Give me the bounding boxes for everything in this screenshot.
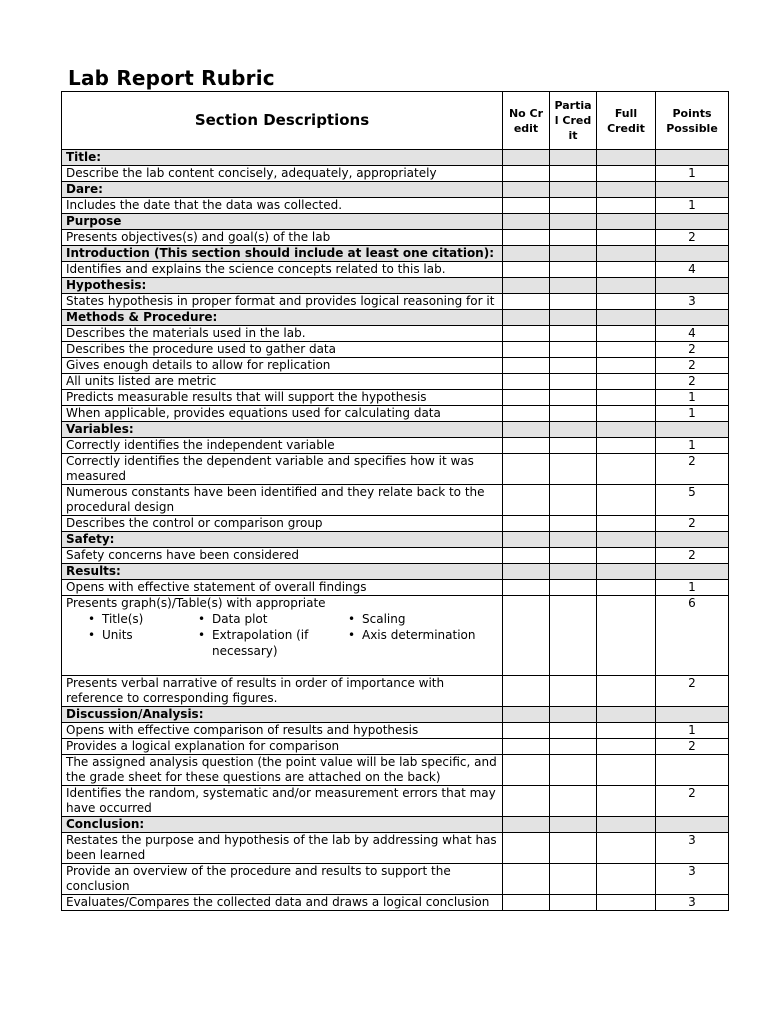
no-credit-cell (503, 864, 550, 895)
full-credit-cell (597, 548, 656, 564)
full-credit-cell (597, 895, 656, 911)
criteria-bullet-item: • Title(s) (88, 611, 198, 627)
no-credit-cell (503, 262, 550, 278)
criteria-description (62, 438, 503, 454)
criteria-row (62, 723, 729, 739)
partial-credit-cell (550, 580, 597, 596)
criteria-row (62, 580, 729, 596)
partial-credit-cell (550, 438, 597, 454)
criteria-text: Restates the purpose and hypothesis of the lab by addressing what has been learned (66, 833, 497, 862)
section-label (62, 422, 503, 438)
partial-credit-cell (550, 755, 597, 786)
no-credit-cell (503, 596, 550, 676)
criteria-bullet-item: • Data plot (198, 611, 348, 627)
header-partial-credit: Partial Credit (550, 92, 597, 150)
criteria-text: Provide an overview of the procedure and results to support the conclusion (66, 864, 451, 893)
partial-credit-cell (550, 294, 597, 310)
criteria-bullet-list (88, 611, 498, 659)
section-label (62, 182, 503, 198)
criteria-text: Provides a logical explanation for comparison (66, 739, 340, 753)
section-header-row (62, 150, 729, 166)
criteria-description (62, 516, 503, 532)
partial-credit-cell (550, 516, 597, 532)
partial-credit-cell (550, 406, 597, 422)
page-title: Lab Report Rubric (68, 66, 275, 90)
criteria-row (62, 326, 729, 342)
partial-credit-cell (550, 246, 597, 262)
full-credit-cell (597, 166, 656, 182)
partial-credit-cell (550, 278, 597, 294)
section-label (62, 707, 503, 723)
no-credit-cell (503, 294, 550, 310)
no-credit-cell (503, 786, 550, 817)
criteria-text: Includes the date that the data was collected. (66, 198, 343, 212)
no-credit-cell (503, 198, 550, 214)
partial-credit-cell (550, 548, 597, 564)
section-header-row (62, 246, 729, 262)
full-credit-cell (597, 755, 656, 786)
criteria-text: Presents verbal narrative of results in order of importance with reference to corresponding figures. (66, 676, 445, 705)
criteria-description (62, 326, 503, 342)
full-credit-cell (597, 150, 656, 166)
partial-credit-cell (550, 214, 597, 230)
criteria-row (62, 294, 729, 310)
partial-credit-cell (550, 817, 597, 833)
full-credit-cell (597, 310, 656, 326)
full-credit-cell (597, 438, 656, 454)
section-label (62, 278, 503, 294)
points-possible-cell: 2 (656, 454, 729, 485)
criteria-description (62, 786, 503, 817)
full-credit-cell (597, 516, 656, 532)
full-credit-cell (597, 390, 656, 406)
points-possible-cell (656, 182, 729, 198)
criteria-text: Identifies the random, systematic and/or measurement errors that may have occurred (66, 786, 496, 815)
criteria-row (62, 166, 729, 182)
no-credit-cell (503, 278, 550, 294)
criteria-row (62, 516, 729, 532)
points-possible-cell: 2 (656, 516, 729, 532)
points-possible-cell: 3 (656, 294, 729, 310)
criteria-text: States hypothesis in proper format and provides logical reasoning for it (66, 294, 495, 308)
section-label (62, 817, 503, 833)
criteria-text: Describes the materials used in the lab. (66, 326, 306, 340)
criteria-row (62, 833, 729, 864)
points-possible-cell (656, 755, 729, 786)
no-credit-cell (503, 438, 550, 454)
points-possible-cell: 1 (656, 406, 729, 422)
points-possible-cell: 2 (656, 230, 729, 246)
partial-credit-cell (550, 182, 597, 198)
full-credit-cell (597, 786, 656, 817)
section-header-row (62, 532, 729, 548)
full-credit-cell (597, 294, 656, 310)
no-credit-cell (503, 166, 550, 182)
criteria-description (62, 895, 503, 911)
header-points-possible: Points Possible (656, 92, 729, 150)
criteria-text: Correctly identifies the independent variable (66, 438, 335, 452)
no-credit-cell (503, 707, 550, 723)
criteria-text: Predicts measurable results that will support the hypothesis (66, 390, 427, 404)
points-possible-cell: 6 (656, 596, 729, 676)
points-possible-cell: 3 (656, 864, 729, 895)
no-credit-cell (503, 817, 550, 833)
full-credit-cell (597, 214, 656, 230)
criteria-row (62, 262, 729, 278)
full-credit-cell (597, 485, 656, 516)
partial-credit-cell (550, 310, 597, 326)
section-header-row (62, 817, 729, 833)
points-possible-cell: 3 (656, 833, 729, 864)
points-possible-cell: 4 (656, 326, 729, 342)
no-credit-cell (503, 150, 550, 166)
criteria-text: Presents graph(s)/Table(s) with appropriate (66, 596, 326, 610)
points-possible-cell (656, 310, 729, 326)
partial-credit-cell (550, 786, 597, 817)
section-label-text: Purpose (66, 214, 122, 228)
criteria-row (62, 864, 729, 895)
section-label (62, 564, 503, 580)
header-full-credit: Full Credit (597, 92, 656, 150)
partial-credit-cell (550, 198, 597, 214)
full-credit-cell (597, 739, 656, 755)
points-possible-cell: 1 (656, 580, 729, 596)
full-credit-cell (597, 422, 656, 438)
no-credit-cell (503, 374, 550, 390)
criteria-description (62, 198, 503, 214)
no-credit-cell (503, 516, 550, 532)
points-possible-cell: 5 (656, 485, 729, 516)
partial-credit-cell (550, 895, 597, 911)
no-credit-cell (503, 833, 550, 864)
points-possible-cell (656, 150, 729, 166)
no-credit-cell (503, 358, 550, 374)
full-credit-cell (597, 707, 656, 723)
section-header-row (62, 422, 729, 438)
partial-credit-cell (550, 596, 597, 676)
no-credit-cell (503, 390, 550, 406)
criteria-description (62, 262, 503, 278)
section-header-row (62, 707, 729, 723)
criteria-row (62, 755, 729, 786)
criteria-description (62, 755, 503, 786)
points-possible-cell: 2 (656, 676, 729, 707)
points-possible-cell: 1 (656, 438, 729, 454)
partial-credit-cell (550, 454, 597, 485)
full-credit-cell (597, 723, 656, 739)
criteria-description (62, 390, 503, 406)
full-credit-cell (597, 564, 656, 580)
criteria-description (62, 864, 503, 895)
no-credit-cell (503, 246, 550, 262)
criteria-row (62, 390, 729, 406)
criteria-description (62, 676, 503, 707)
no-credit-cell (503, 310, 550, 326)
no-credit-cell (503, 895, 550, 911)
no-credit-cell (503, 406, 550, 422)
criteria-bullet-item: • Axis determination (348, 627, 488, 659)
full-credit-cell (597, 817, 656, 833)
partial-credit-cell (550, 358, 597, 374)
full-credit-cell (597, 246, 656, 262)
section-header-row (62, 182, 729, 198)
partial-credit-cell (550, 150, 597, 166)
section-header-row (62, 564, 729, 580)
criteria-row (62, 358, 729, 374)
criteria-text: Correctly identifies the dependent variable and specifies how it was measured (66, 454, 474, 483)
criteria-text: Describes the procedure used to gather data (66, 342, 336, 356)
criteria-text: Describe the lab content concisely, adequately, appropriately (66, 166, 437, 180)
no-credit-cell (503, 214, 550, 230)
section-label-text: Safety: (66, 532, 115, 546)
criteria-description (62, 548, 503, 564)
rubric-body (62, 150, 729, 911)
section-label-text: Methods & Procedure: (66, 310, 218, 324)
no-credit-cell (503, 739, 550, 755)
points-possible-cell: 3 (656, 895, 729, 911)
points-possible-cell (656, 532, 729, 548)
points-possible-cell (656, 422, 729, 438)
points-possible-cell: 2 (656, 739, 729, 755)
criteria-description (62, 358, 503, 374)
partial-credit-cell (550, 342, 597, 358)
criteria-row (62, 786, 729, 817)
no-credit-cell (503, 422, 550, 438)
points-possible-cell: 2 (656, 548, 729, 564)
criteria-row (62, 739, 729, 755)
partial-credit-cell (550, 485, 597, 516)
points-possible-cell: 1 (656, 166, 729, 182)
no-credit-cell (503, 723, 550, 739)
full-credit-cell (597, 596, 656, 676)
full-credit-cell (597, 358, 656, 374)
criteria-text: Opens with effective comparison of results and hypothesis (66, 723, 419, 737)
criteria-description (62, 454, 503, 485)
section-label-text: Conclusion: (66, 817, 145, 831)
partial-credit-cell (550, 374, 597, 390)
points-possible-cell: 1 (656, 198, 729, 214)
full-credit-cell (597, 580, 656, 596)
full-credit-cell (597, 864, 656, 895)
partial-credit-cell (550, 564, 597, 580)
full-credit-cell (597, 833, 656, 864)
criteria-bullet-item: • Units (88, 627, 198, 659)
criteria-description (62, 580, 503, 596)
no-credit-cell (503, 580, 550, 596)
full-credit-cell (597, 278, 656, 294)
no-credit-cell (503, 676, 550, 707)
criteria-description (62, 374, 503, 390)
points-possible-cell: 1 (656, 390, 729, 406)
criteria-bullet-item: • Extrapolation (if necessary) (198, 627, 348, 659)
section-label (62, 532, 503, 548)
criteria-text: Numerous constants have been identified and they relate back to the procedural design (66, 485, 485, 514)
points-possible-cell: 4 (656, 262, 729, 278)
section-label-text: Hypothesis: (66, 278, 147, 292)
header-row (62, 92, 729, 150)
partial-credit-cell (550, 833, 597, 864)
partial-credit-cell (550, 422, 597, 438)
partial-credit-cell (550, 723, 597, 739)
section-label-text: Variables: (66, 422, 134, 436)
partial-credit-cell (550, 707, 597, 723)
criteria-description (62, 723, 503, 739)
criteria-row (62, 454, 729, 485)
rubric-table (61, 91, 729, 911)
criteria-bullet-item: • Scaling (348, 611, 488, 627)
no-credit-cell (503, 564, 550, 580)
points-possible-cell (656, 564, 729, 580)
criteria-row (62, 485, 729, 516)
section-header-row (62, 310, 729, 326)
criteria-row (62, 198, 729, 214)
full-credit-cell (597, 406, 656, 422)
criteria-row (62, 596, 729, 676)
criteria-row (62, 230, 729, 246)
full-credit-cell (597, 532, 656, 548)
criteria-description (62, 342, 503, 358)
criteria-description (62, 166, 503, 182)
criteria-description (62, 596, 503, 676)
full-credit-cell (597, 454, 656, 485)
section-label (62, 310, 503, 326)
criteria-row (62, 374, 729, 390)
no-credit-cell (503, 532, 550, 548)
no-credit-cell (503, 230, 550, 246)
section-label-text: Results: (66, 564, 121, 578)
no-credit-cell (503, 182, 550, 198)
criteria-row (62, 895, 729, 911)
section-label-text: Introduction (This section should include at least one citation): (66, 246, 495, 260)
points-possible-cell (656, 214, 729, 230)
section-header-row (62, 278, 729, 294)
full-credit-cell (597, 326, 656, 342)
partial-credit-cell (550, 262, 597, 278)
criteria-description (62, 833, 503, 864)
section-label (62, 214, 503, 230)
partial-credit-cell (550, 864, 597, 895)
full-credit-cell (597, 676, 656, 707)
no-credit-cell (503, 548, 550, 564)
full-credit-cell (597, 198, 656, 214)
criteria-text: When applicable, provides equations used for calculating data (66, 406, 441, 420)
header-section-descriptions: Section Descriptions (62, 92, 503, 150)
points-possible-cell: 2 (656, 374, 729, 390)
criteria-text: Safety concerns have been considered (66, 548, 299, 562)
criteria-description (62, 406, 503, 422)
criteria-row (62, 438, 729, 454)
points-possible-cell (656, 817, 729, 833)
criteria-text: Opens with effective statement of overall findings (66, 580, 367, 594)
criteria-text: Identifies and explains the science concepts related to this lab. (66, 262, 446, 276)
criteria-description (62, 739, 503, 755)
no-credit-cell (503, 755, 550, 786)
partial-credit-cell (550, 532, 597, 548)
no-credit-cell (503, 326, 550, 342)
section-label (62, 150, 503, 166)
header-no-credit: No Credit (503, 92, 550, 150)
partial-credit-cell (550, 230, 597, 246)
section-header-row (62, 214, 729, 230)
criteria-text: All units listed are metric (66, 374, 217, 388)
no-credit-cell (503, 342, 550, 358)
points-possible-cell (656, 278, 729, 294)
points-possible-cell: 2 (656, 342, 729, 358)
partial-credit-cell (550, 676, 597, 707)
no-credit-cell (503, 485, 550, 516)
section-label-text: Discussion/Analysis: (66, 707, 204, 721)
criteria-text: Describes the control or comparison group (66, 516, 323, 530)
criteria-description (62, 485, 503, 516)
criteria-text: Presents objectives(s) and goal(s) of the lab (66, 230, 331, 244)
criteria-description (62, 230, 503, 246)
criteria-row (62, 342, 729, 358)
criteria-description (62, 294, 503, 310)
full-credit-cell (597, 230, 656, 246)
no-credit-cell (503, 454, 550, 485)
points-possible-cell: 1 (656, 723, 729, 739)
section-label-text: Title: (66, 150, 102, 164)
partial-credit-cell (550, 326, 597, 342)
partial-credit-cell (550, 390, 597, 406)
criteria-row (62, 548, 729, 564)
partial-credit-cell (550, 739, 597, 755)
criteria-text: Evaluates/Compares the collected data and draws a logical conclusion (66, 895, 490, 909)
full-credit-cell (597, 342, 656, 358)
full-credit-cell (597, 262, 656, 278)
points-possible-cell: 2 (656, 786, 729, 817)
criteria-text: Gives enough details to allow for replication (66, 358, 331, 372)
full-credit-cell (597, 182, 656, 198)
section-label-text: Dare: (66, 182, 103, 196)
section-label (62, 246, 503, 262)
partial-credit-cell (550, 166, 597, 182)
full-credit-cell (597, 374, 656, 390)
points-possible-cell (656, 246, 729, 262)
points-possible-cell: 2 (656, 358, 729, 374)
criteria-row (62, 676, 729, 707)
criteria-text: The assigned analysis question (the point value will be lab specific, and the grade sheet for these questions are attached on the back) (66, 755, 497, 784)
criteria-row (62, 406, 729, 422)
points-possible-cell (656, 707, 729, 723)
